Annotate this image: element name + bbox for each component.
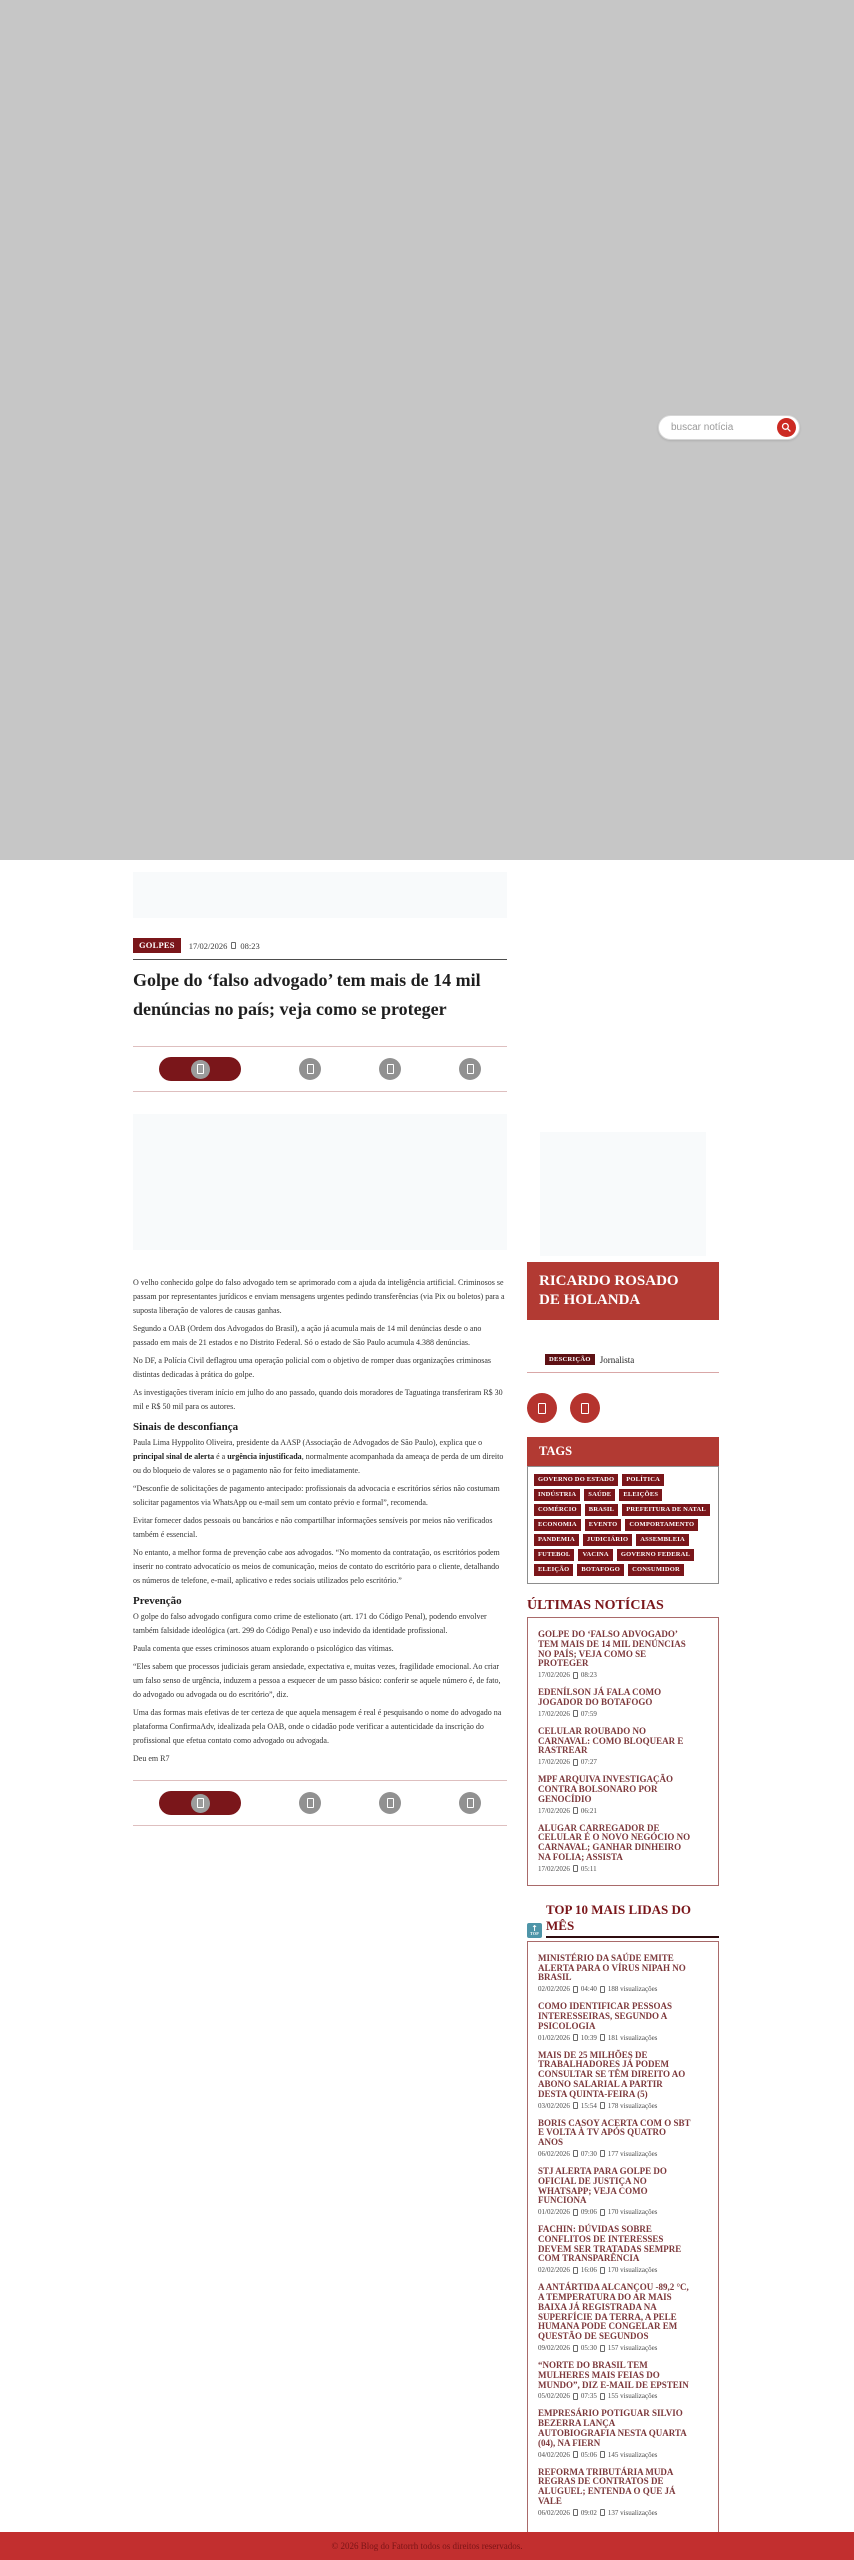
news-time: 08:23 <box>580 1671 597 1680</box>
news-views: 188 visualizações <box>607 1985 658 1994</box>
article-paragraph: As investigações tiveram início em julho do ano passado, quando dois moradores de Taguatinga transferiram R$ 30 mil e R$ 50 mil para os autores. <box>133 1388 503 1411</box>
views-icon <box>600 2267 605 2274</box>
news-views: 157 visualizações <box>607 2344 658 2353</box>
latest-news-heading: ÚLTIMAS NOTÍCIAS <box>527 1598 664 1613</box>
article-paragraph: O velho conhecido golpe do falso advogado tem se aprimorado com a ajuda da inteligência artificial. Criminosos se passam por representantes jurídicos e enviam mensagens urgentes pedindo transferências (via Pix ou boletos) para a suposta liberação de valores de causas ganhas. <box>133 1278 505 1315</box>
news-date: 02/02/2026 <box>538 2266 570 2275</box>
top10-heading-text: TOP 10 MAIS LIDAS DO MÊS <box>546 1902 719 1938</box>
share-primary-button[interactable] <box>159 1057 241 1081</box>
news-item <box>538 2361 692 2400</box>
share-button-1[interactable] <box>299 1792 321 1814</box>
news-item <box>538 2119 692 2158</box>
tags-list <box>527 1466 719 1584</box>
glyph-box-icon <box>307 1064 314 1074</box>
news-link[interactable]: COMO IDENTIFICAR PESSOAS INTERESSEIRAS, SEGUNDO A PSICOLOGIA <box>538 2001 673 2031</box>
tags-heading: TAGS <box>527 1437 719 1466</box>
article-meta <box>133 938 507 960</box>
glyph-box-icon <box>387 1064 394 1074</box>
avatar-placeholder-icon <box>191 1794 210 1813</box>
tag-pill[interactable]: GOVERNO FEDERAL <box>617 1549 694 1561</box>
news-date: 17/02/2026 <box>538 1709 570 1718</box>
news-meta <box>538 2266 692 2274</box>
clock-icon <box>573 2451 578 2458</box>
news-views: 170 visualizações <box>607 2208 658 2217</box>
news-date: 04/02/2026 <box>538 2450 570 2459</box>
news-views: 145 visualizações <box>607 2450 658 2459</box>
news-meta <box>538 1985 692 1993</box>
latest-news-box <box>527 1617 719 1886</box>
tag-pill[interactable]: JUDICIÁRIO <box>583 1534 632 1546</box>
news-date: 17/02/2026 <box>538 1671 570 1680</box>
news-date: 17/02/2026 <box>538 1758 570 1767</box>
author-name: RICARDO ROSADO DE HOLANDA <box>539 1273 679 1308</box>
news-time: 07:59 <box>580 1709 597 1718</box>
news-item <box>538 2468 692 2517</box>
tag-pill[interactable]: BRASIL <box>585 1504 618 1516</box>
article-image-placeholder <box>133 1114 507 1250</box>
sidebar <box>527 860 719 2554</box>
glyph-box-icon <box>467 1064 474 1074</box>
tag-pill[interactable]: ASSEMBLEIA <box>636 1534 689 1546</box>
clock-icon <box>573 1672 578 1679</box>
news-date: 03/02/2026 <box>538 2101 570 2110</box>
article-paragraph: Paula comenta que esses criminosos atuam explorando o psicológico das vítimas. <box>133 1644 394 1653</box>
news-link[interactable]: EDENÍLSON JÁ FALA COMO JOGADOR DO BOTAFOGO <box>538 1687 662 1707</box>
article-paragraph: Segundo a OAB (Ordem dos Advogados do Brasil), a ação já acumula mais de 14 mil denúncias desde o ano passado em mais de 21 estados e no Distrito Federal. Só o estado de São Paulo acumula 4.388 denúncias. <box>133 1324 482 1347</box>
search-button[interactable] <box>777 418 796 437</box>
share-button-3[interactable] <box>459 1792 481 1814</box>
article-paragraph: O golpe do falso advogado configura como crime de estelionato (art. 171 do Código Penal), podendo envolver também falsidade ideológica (art. 299 do Código Penal) e uso indevido da identidade profissional. <box>133 1612 487 1635</box>
news-item <box>538 1824 692 1873</box>
clock-icon <box>573 2102 578 2109</box>
news-item <box>538 2409 692 2458</box>
news-time: 07:27 <box>580 1758 597 1767</box>
news-time: 05:11 <box>580 1864 597 1873</box>
clock-icon <box>573 2150 578 2157</box>
tags-widget <box>527 1437 719 1584</box>
news-views: 170 visualizações <box>607 2266 658 2275</box>
clock-icon <box>573 2345 578 2352</box>
news-link[interactable]: REFORMA TRIBUTÁRIA MUDA REGRAS DE CONTRATOS DE ALUGUEL; ENTENDA O QUE JÁ VALE <box>538 2466 676 2507</box>
news-time: 09:06 <box>580 2208 597 2217</box>
clock-icon <box>573 2393 578 2400</box>
share-button-1[interactable] <box>299 1058 321 1080</box>
social-glyph-icon <box>581 1403 589 1414</box>
news-link[interactable]: GOLPE DO ‘FALSO ADVOGADO’ TEM MAIS DE 14 MIL DENÚNCIAS NO PAÍS; VEJA COMO SE PROTEGER <box>538 1629 686 1669</box>
top10-heading <box>527 1902 719 1938</box>
article-paragraph: Paula Lima Hyppolito Oliveira, presidente da AASP (Associação de Advogados de São Paulo), explica que o principal sinal de alerta é a urgência injustificada, normalmente acompanhada da ameaça de perda de um direito ou do bloqueio de valores se o pagamento não for feito imediatamente. <box>133 1438 504 1475</box>
news-time: 07:35 <box>580 2392 597 2401</box>
news-meta <box>538 1671 692 1679</box>
tag-pill[interactable]: COMPORTAMENTO <box>625 1519 698 1531</box>
glyph-box-icon <box>197 1798 204 1808</box>
views-icon <box>600 2451 605 2458</box>
news-link[interactable]: EMPRESÁRIO POTIGUAR SILVIO BEZERRA LANÇA AUTOBIOGRAFIA NESTA QUARTA (04), NA FIERN <box>538 2408 687 2448</box>
article-datetime <box>189 941 260 951</box>
clock-icon <box>573 2267 578 2274</box>
author-role: Jornalista <box>599 1354 635 1365</box>
clock-icon <box>573 1807 578 1814</box>
article-paragraph: Evitar fornecer dados pessoais ou bancários e não compartilhar informações sensíveis por meios não verificados também é essencial. <box>133 1516 493 1539</box>
tag-pill[interactable]: ELEIÇÃO <box>534 1564 573 1576</box>
news-date: 05/02/2026 <box>538 2392 570 2401</box>
share-row-bottom <box>133 1780 507 1826</box>
news-date: 17/02/2026 <box>538 1864 570 1873</box>
news-item <box>538 1630 692 1679</box>
glyph-box-icon <box>387 1798 394 1808</box>
sidebar-ad-placeholder <box>540 1132 706 1256</box>
news-time: 09:02 <box>580 2508 597 2517</box>
category-badge[interactable]: GOLPES <box>133 938 181 953</box>
article-column <box>133 860 507 2554</box>
news-item <box>538 1688 692 1718</box>
glyph-box-icon <box>197 1064 204 1074</box>
share-button-2[interactable] <box>379 1058 401 1080</box>
search-input[interactable] <box>669 421 777 434</box>
news-time: 15:54 <box>580 2101 597 2110</box>
article-time: 08:23 <box>240 940 260 951</box>
news-meta <box>538 1710 692 1718</box>
news-link[interactable]: “NORTE DO BRASIL TEM MULHERES MAIS FEIAS DO MUNDO”, DIZ E-MAIL DE EPSTEIN <box>538 2360 689 2390</box>
clock-icon <box>573 1865 578 1872</box>
glyph-box-icon <box>467 1798 474 1808</box>
article-paragraph: “Eles sabem que processos judiciais geram ansiedade, expectativa e, muitas vezes, fragilidade emocional. Ao criar um falso senso de urgência, induzem a pessoa a esquecer de um passo básico: conferir se aquele número é, de fato, do advogado ou advogada ou do escritório”, diz. <box>133 1662 501 1699</box>
tag-pill[interactable]: PANDEMIA <box>534 1534 579 1546</box>
views-icon <box>600 2102 605 2109</box>
article-body <box>133 1276 507 1766</box>
copyright-text: © 2026 Blog do Fatorrh todos os direitos reservados. <box>331 2541 523 2551</box>
news-meta <box>538 1758 692 1766</box>
clock-icon <box>573 1759 578 1766</box>
news-item <box>538 2225 692 2274</box>
views-icon <box>600 2034 605 2041</box>
tag-pill[interactable]: POLÍTICA <box>622 1474 664 1486</box>
news-date: 01/02/2026 <box>538 2208 570 2217</box>
header-placeholder <box>0 0 854 860</box>
author-socials <box>527 1393 719 1423</box>
news-item <box>538 2167 692 2216</box>
news-meta <box>538 2509 692 2517</box>
share-button-2[interactable] <box>379 1792 401 1814</box>
views-icon <box>600 1986 605 1993</box>
social-glyph-icon <box>538 1403 546 1414</box>
views-icon <box>600 2509 605 2516</box>
share-row-top <box>133 1046 507 1092</box>
author-description <box>527 1354 719 1373</box>
news-date: 09/02/2026 <box>538 2344 570 2353</box>
clock-icon <box>573 2209 578 2216</box>
news-meta <box>538 2344 692 2352</box>
article-paragraph: “Desconfie de solicitações de pagamento antecipado: profissionais da advocacia e escritórios sérios não costumam solicitar pagamentos via WhatsApp ou e-mail sem um contato prévio e formal”, recomenda. <box>133 1484 500 1507</box>
news-meta <box>538 1807 692 1815</box>
page-content <box>133 860 721 2554</box>
news-date: 06/02/2026 <box>538 2149 570 2158</box>
news-date: 06/02/2026 <box>538 2508 570 2517</box>
news-item <box>538 1727 692 1766</box>
share-primary-button[interactable] <box>159 1791 241 1815</box>
article-paragraph: No DF, a Polícia Civil deflagrou uma operação policial com o objetivo de romper duas organizações criminosas distintas dedicadas à prática do golpe. <box>133 1356 491 1379</box>
article-subheading: Sinais de desconfiança <box>133 1421 239 1433</box>
news-link[interactable]: STJ ALERTA PARA GOLPE DO OFICIAL DE JUSTIÇA NO WHATSAPP; VEJA COMO FUNCIONA <box>538 2165 667 2206</box>
tag-pill[interactable]: INDÚSTRIA <box>534 1489 580 1501</box>
news-meta <box>538 2392 692 2400</box>
tag-pill[interactable]: GOVERNO DO ESTADO <box>534 1474 618 1486</box>
search-bar <box>658 415 800 440</box>
tag-pill[interactable]: FUTEBOL <box>534 1549 574 1561</box>
tag-pill[interactable]: SAÚDE <box>584 1489 615 1501</box>
social-link-1[interactable] <box>527 1393 557 1423</box>
news-views: 181 visualizações <box>607 2033 658 2042</box>
news-date: 01/02/2026 <box>538 2033 570 2042</box>
news-views: 137 visualizações <box>607 2508 658 2517</box>
news-meta <box>538 2150 692 2158</box>
tag-pill[interactable]: BOTAFOGO <box>577 1564 624 1576</box>
news-views: 177 visualizações <box>607 2149 658 2158</box>
tag-pill[interactable]: EVENTO <box>585 1519 622 1531</box>
news-time: 10:39 <box>580 2033 597 2042</box>
news-time: 05:06 <box>580 2450 597 2459</box>
social-link-2[interactable] <box>570 1393 600 1423</box>
news-link[interactable]: MINISTÉRIO DA SAÚDE EMITE ALERTA PARA O VÍRUS NIPAH NO BRASIL <box>538 1952 686 1983</box>
news-item <box>538 1954 692 1993</box>
news-time: 04:40 <box>580 1985 597 1994</box>
news-link[interactable]: ALUGAR CARREGADOR DE CELULAR É O NOVO NEGÓCIO NO CARNAVAL; GANHAR DINHEIRO NA FOLIA; ASSISTA <box>538 1822 691 1862</box>
news-item <box>538 2002 692 2041</box>
tag-pill[interactable]: PREFEITURA DE NATAL <box>622 1504 710 1516</box>
article-paragraph: Uma das formas mais efetivas de ter certeza de que aquela mensagem é real é pesquisando o nome do advogado na plataforma ConfirmaAdv, idealizada pela OAB, onde o cidadão pode verificar a autenticidade da inscrição do profissional que efetua contato como advogado ou advogada. <box>133 1708 502 1745</box>
news-views: 178 visualizações <box>607 2101 658 2110</box>
news-time: 05:30 <box>580 2344 597 2353</box>
views-icon <box>600 2393 605 2400</box>
author-box <box>527 1262 719 1320</box>
avatar-placeholder-icon <box>191 1060 210 1079</box>
news-link[interactable]: MAIS DE 25 MILHÕES DE TRABALHADORES JÁ PODEM CONSULTAR SE TÊM DIREITO AO ABONO SALARIAL A PARTIR DESTA QUINTA-FEIRA (5) <box>538 2049 686 2099</box>
news-link[interactable]: MPF ARQUIVA INVESTIGAÇÃO CONTRA BOLSONARO POR GENOCÍDIO <box>538 1774 674 1804</box>
share-button-3[interactable] <box>459 1058 481 1080</box>
footer <box>0 2532 854 2560</box>
article-title: Golpe do ‘falso advogado’ tem mais de 14 mil denúncias no país; veja como se proteger <box>133 970 481 1019</box>
top-arrow-icon: ↑ TOP <box>527 1923 542 1938</box>
news-meta <box>538 1865 692 1873</box>
clock-icon <box>573 1986 578 1993</box>
news-date: 17/02/2026 <box>538 1806 570 1815</box>
news-date: 02/02/2026 <box>538 1985 570 1994</box>
news-link[interactable]: A ANTÁRTIDA ALCANÇOU -89,2 °C, A TEMPERATURA DO AR MAIS BAIXA JÁ REGISTRADA NA SUPERFÍCIE DA TERRA, A PELE HUMANA PODE CONGELAR EM QUESTÃO DE SEGUNDOS <box>538 2282 689 2342</box>
news-link[interactable]: BORIS CASOY ACERTA COM O SBT E VOLTA À TV APÓS QUATRO ANOS <box>538 2117 691 2148</box>
article-subheading: Prevenção <box>133 1595 182 1607</box>
news-meta <box>538 2451 692 2459</box>
views-icon <box>600 2345 605 2352</box>
news-link[interactable]: CELULAR ROUBADO NO CARNAVAL: COMO BLOQUEAR E RASTREAR <box>538 1725 684 1756</box>
news-item <box>538 1775 692 1814</box>
tag-pill[interactable]: ECONOMIA <box>534 1519 581 1531</box>
tag-pill[interactable]: COMÉRCIO <box>534 1504 581 1516</box>
top10-box <box>527 1941 719 2554</box>
tag-pill[interactable]: ELEIÇÕES <box>619 1489 662 1501</box>
news-time: 06:21 <box>580 1806 597 1815</box>
article-paragraph: No entanto, a melhor forma de prevenção cabe aos advogados. “No momento da contratação, os escritórios podem inserir no contrato advocatício os meios de comunicação, meios de contato do escritório para o cliente, detalhando os números de telefone, e-mail, aplicativo e redes sociais utilizados pelo escritório.” <box>133 1548 500 1585</box>
search-icon <box>781 422 792 433</box>
news-meta <box>538 2034 692 2042</box>
news-time: 07:30 <box>580 2149 597 2158</box>
ad-placeholder <box>133 872 507 918</box>
tag-pill[interactable]: CONSUMIDOR <box>628 1564 684 1576</box>
news-time: 16:06 <box>580 2266 597 2275</box>
views-icon <box>600 2209 605 2216</box>
views-icon <box>600 2150 605 2157</box>
news-meta <box>538 2102 692 2110</box>
clock-icon <box>573 2034 578 2041</box>
clock-icon <box>573 2509 578 2516</box>
separator-glyph-icon <box>231 942 236 949</box>
tag-pill[interactable]: VACINA <box>578 1549 612 1561</box>
news-meta <box>538 2208 692 2216</box>
news-link[interactable]: FACHIN: DÚVIDAS SOBRE CONFLITOS DE INTERESSES DEVEM SER TRATADAS SEMPRE COM TRANSPARÊNCIA <box>538 2224 682 2264</box>
article-date: 17/02/2026 <box>188 940 228 951</box>
news-item <box>538 2283 692 2352</box>
article-paragraph: Deu em R7 <box>133 1754 170 1763</box>
news-item <box>538 2051 692 2110</box>
news-views: 155 visualizações <box>607 2392 658 2401</box>
glyph-box-icon <box>307 1798 314 1808</box>
description-badge: DESCRIÇÃO <box>545 1354 595 1365</box>
clock-icon <box>573 1710 578 1717</box>
